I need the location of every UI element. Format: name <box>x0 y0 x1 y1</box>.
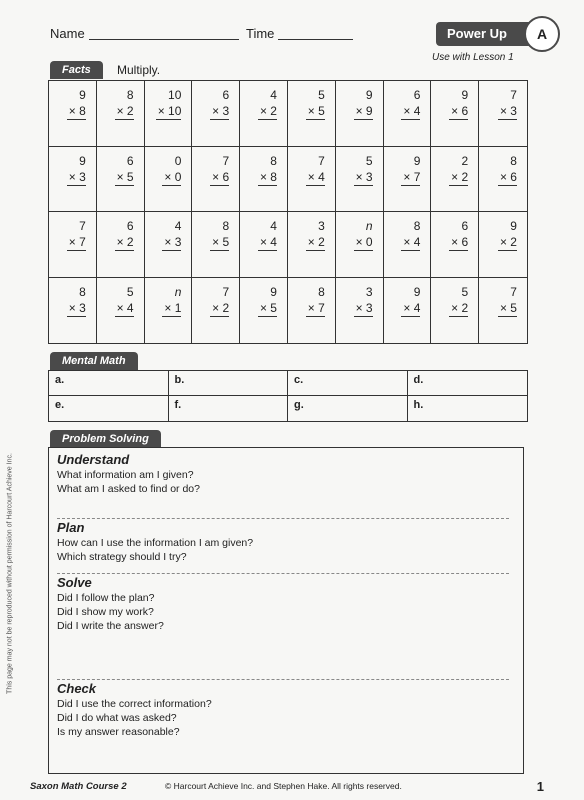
facts-cell[interactable] <box>49 212 97 278</box>
facts-cell[interactable] <box>384 212 432 278</box>
mental-math-cell-c[interactable]: c. <box>288 371 408 396</box>
multiplication-problem <box>67 87 86 120</box>
factor-top: 3 <box>318 219 325 233</box>
factor-bottom: × 5 <box>116 169 134 184</box>
factor-top: 6 <box>413 88 421 102</box>
factor-bottom: × 0 <box>355 235 373 249</box>
multiplication-problem <box>354 284 373 317</box>
multiplication-problem <box>498 284 517 317</box>
factor-bottom: × 3 <box>355 169 373 184</box>
copyright: © Harcourt Achieve Inc. and Stephen Hake. All rights reserved. <box>165 781 402 791</box>
factor-bottom: × 2 <box>116 104 134 118</box>
factor-bottom: × 2 <box>451 169 469 184</box>
facts-cell[interactable] <box>49 81 97 147</box>
factor-top: 10 <box>168 88 182 102</box>
factor-bottom: × 4 <box>403 104 421 118</box>
problem-solving-tab: Problem Solving <box>50 430 161 448</box>
factor-bottom: × 3 <box>212 104 230 118</box>
multiplication-problem <box>306 218 325 251</box>
time-label: Time <box>246 26 275 41</box>
factor-top: 6 <box>126 219 134 233</box>
mental-math-cell-a[interactable]: a. <box>49 371 169 396</box>
facts-cell[interactable] <box>431 147 479 213</box>
facts-cell[interactable] <box>336 278 384 344</box>
multiplication-problem <box>498 87 517 120</box>
factor-bottom: × 2 <box>451 300 469 315</box>
facts-cell[interactable] <box>288 147 336 213</box>
multiplication-problem <box>258 218 277 251</box>
factor-top: 5 <box>126 284 134 299</box>
facts-cell[interactable] <box>336 212 384 278</box>
factor-top: n <box>174 284 182 299</box>
mental-math-cell-h[interactable]: h. <box>413 399 424 411</box>
plan-line-2: Which strategy should I try? <box>57 551 187 563</box>
multiplication-problem <box>156 87 182 120</box>
facts-instruction: Multiply. <box>117 63 161 77</box>
factor-top: 9 <box>413 153 421 168</box>
multiplication-problem <box>401 218 420 251</box>
facts-cell[interactable] <box>384 147 432 213</box>
facts-cell[interactable] <box>145 278 193 344</box>
factor-top: 8 <box>79 284 86 299</box>
factor-bottom: × 5 <box>307 104 325 118</box>
factor-bottom: × 4 <box>259 235 277 249</box>
factor-top: 9 <box>270 284 277 299</box>
factor-bottom: × 2 <box>116 235 134 249</box>
factor-bottom: × 6 <box>499 169 517 184</box>
factor-top: 4 <box>174 219 182 233</box>
mental-math-cell-f[interactable]: f. <box>169 396 289 421</box>
factor-top: 4 <box>270 219 277 233</box>
factor-top: 5 <box>318 88 325 102</box>
page-number: 1 <box>536 779 544 794</box>
multiplication-problem <box>306 153 325 186</box>
factor-bottom: × 8 <box>68 104 86 118</box>
factor-bottom: × 3 <box>164 235 182 249</box>
check-line-3: Is my answer reasonable? <box>57 726 180 738</box>
factor-top: 4 <box>270 88 277 102</box>
factor-bottom: × 3 <box>499 104 517 118</box>
use-with-lesson: Use with Lesson 1 <box>432 52 514 63</box>
divider <box>57 573 509 574</box>
factor-bottom: × 4 <box>403 235 421 249</box>
factor-top: 7 <box>79 219 86 233</box>
name-line[interactable] <box>89 39 239 40</box>
facts-cell[interactable] <box>336 147 384 213</box>
factor-bottom: × 1 <box>164 300 182 315</box>
facts-cell[interactable] <box>97 212 145 278</box>
facts-cell[interactable] <box>384 278 432 344</box>
factor-bottom: × 3 <box>68 300 86 315</box>
factor-top: 7 <box>510 88 517 102</box>
factor-top: 7 <box>318 153 325 168</box>
facts-cell[interactable] <box>240 81 288 147</box>
name-label: Name <box>50 26 85 41</box>
facts-cell[interactable] <box>49 147 97 213</box>
multiplication-problem <box>401 284 420 317</box>
mental-math-tab: Mental Math <box>50 352 138 370</box>
multiplication-problem <box>162 284 181 317</box>
factor-top: 8 <box>222 219 230 233</box>
understand-line-2: What am I asked to find or do? <box>57 483 200 495</box>
factor-top: 9 <box>79 153 86 168</box>
facts-cell[interactable] <box>192 212 240 278</box>
understand-line-1: What information am I given? <box>57 469 194 481</box>
factor-top: 9 <box>510 219 517 233</box>
factor-bottom: × 0 <box>164 169 182 184</box>
factor-bottom: × 8 <box>259 169 277 184</box>
facts-cell[interactable] <box>192 278 240 344</box>
factor-bottom: × 7 <box>68 235 86 249</box>
facts-cell[interactable] <box>49 278 97 344</box>
multiplication-problem <box>401 153 420 186</box>
multiplication-problem <box>449 284 468 317</box>
factor-bottom: × 5 <box>259 300 277 315</box>
multiplication-problem <box>67 284 86 317</box>
multiplication-problem <box>67 153 86 186</box>
time-line[interactable] <box>278 39 353 40</box>
facts-cell[interactable] <box>240 147 288 213</box>
factor-top: 0 <box>174 153 182 168</box>
facts-cell[interactable] <box>479 147 527 213</box>
factor-top: 9 <box>365 88 373 102</box>
mental-math-cell-d[interactable]: d. <box>408 371 528 396</box>
facts-cell[interactable] <box>97 147 145 213</box>
check-title: Check <box>57 681 97 696</box>
mental-math-cell-g[interactable]: g. <box>288 396 408 421</box>
facts-cell[interactable] <box>145 212 193 278</box>
factor-top: 3 <box>365 284 373 299</box>
solve-line-3: Did I write the answer? <box>57 620 164 632</box>
factor-top: 8 <box>413 219 421 233</box>
book-title: Saxon Math Course 2 <box>30 781 127 792</box>
factor-top: n <box>365 219 373 233</box>
multiplication-problem <box>210 153 229 186</box>
factor-top: 8 <box>270 153 277 168</box>
factor-bottom: × 4 <box>307 169 325 184</box>
factor-top: 7 <box>222 284 230 299</box>
facts-cell[interactable] <box>240 278 288 344</box>
lesson-letter-circle: A <box>524 16 560 52</box>
divider <box>57 518 509 519</box>
factor-bottom: × 7 <box>403 169 421 184</box>
multiplication-problem <box>449 153 468 186</box>
facts-cell[interactable] <box>431 212 479 278</box>
factor-top: 8 <box>510 153 517 168</box>
facts-cell[interactable] <box>145 81 193 147</box>
factor-bottom: × 9 <box>355 104 373 118</box>
factor-bottom: × 2 <box>259 104 277 118</box>
facts-cell[interactable] <box>288 81 336 147</box>
divider <box>57 679 509 680</box>
solve-line-1: Did I follow the plan? <box>57 592 155 604</box>
multiplication-problem <box>115 87 134 120</box>
multiplication-problem <box>306 87 325 120</box>
check-line-2: Did I do what was asked? <box>57 712 177 724</box>
facts-cell[interactable] <box>479 81 527 147</box>
multiplication-problem <box>258 153 277 186</box>
facts-cell[interactable] <box>97 278 145 344</box>
reproduction-notice: This page may not be reproduced without permission of Harcourt Achieve Inc. <box>6 453 14 694</box>
factor-bottom: × 5 <box>212 235 230 249</box>
multiplication-problem <box>449 87 468 120</box>
plan-line-1: How can I use the information I am given? <box>57 537 254 549</box>
factor-top: 5 <box>461 284 469 299</box>
facts-cell[interactable] <box>431 81 479 147</box>
facts-cell[interactable] <box>192 81 240 147</box>
factor-bottom: × 4 <box>403 300 421 315</box>
factor-bottom: × 6 <box>212 169 230 184</box>
factor-bottom: × 10 <box>157 104 182 118</box>
factor-top: 2 <box>461 153 469 168</box>
multiplication-problem <box>401 87 420 120</box>
facts-tab: Facts <box>50 61 103 79</box>
multiplication-problem <box>306 284 325 317</box>
factor-bottom: × 4 <box>116 300 134 315</box>
check-line-1: Did I use the correct information? <box>57 698 212 710</box>
plan-title: Plan <box>57 520 85 535</box>
multiplication-problem <box>498 218 517 251</box>
factor-top: 8 <box>126 88 134 102</box>
facts-cell[interactable] <box>336 81 384 147</box>
factor-bottom: × 5 <box>499 300 517 315</box>
multiplication-problem <box>354 153 373 186</box>
factor-bottom: × 7 <box>307 300 325 315</box>
facts-grid <box>48 80 528 344</box>
facts-cell[interactable] <box>288 278 336 344</box>
factor-top: 5 <box>365 153 373 168</box>
factor-top: 9 <box>461 88 469 102</box>
multiplication-problem <box>115 218 134 251</box>
multiplication-problem <box>210 218 229 251</box>
facts-cell[interactable] <box>384 81 432 147</box>
factor-top: 6 <box>222 88 230 102</box>
factor-top: 7 <box>510 284 517 299</box>
multiplication-problem <box>449 218 468 251</box>
factor-bottom: × 2 <box>307 235 325 249</box>
solve-line-2: Did I show my work? <box>57 606 154 618</box>
factor-top: 6 <box>461 219 469 233</box>
factor-bottom: × 2 <box>212 300 230 315</box>
facts-cell[interactable] <box>479 212 527 278</box>
facts-cell[interactable] <box>145 147 193 213</box>
multiplication-problem <box>210 87 229 120</box>
multiplication-problem <box>258 284 277 317</box>
multiplication-problem <box>115 153 134 186</box>
multiplication-problem <box>162 153 181 186</box>
power-up-title: Power Up <box>447 26 507 41</box>
factor-bottom: × 6 <box>451 104 469 118</box>
multiplication-problem <box>498 153 517 186</box>
solve-title: Solve <box>57 575 92 590</box>
factor-top: 9 <box>79 88 86 102</box>
facts-cell[interactable] <box>431 278 479 344</box>
factor-top: 9 <box>413 284 421 299</box>
multiplication-problem <box>210 284 229 317</box>
multiplication-problem <box>115 284 134 317</box>
problem-solving-box <box>48 447 524 774</box>
factor-top: 7 <box>222 153 230 168</box>
multiplication-problem <box>162 218 181 251</box>
mental-math-grid <box>48 370 528 422</box>
factor-bottom: × 3 <box>355 300 373 315</box>
multiplication-problem <box>354 218 373 251</box>
factor-bottom: × 6 <box>451 235 469 249</box>
facts-cell[interactable] <box>240 212 288 278</box>
facts-cell[interactable] <box>479 278 527 344</box>
factor-top: 8 <box>318 284 325 299</box>
facts-cell[interactable] <box>192 147 240 213</box>
mental-math-cell-b[interactable]: b. <box>169 371 289 396</box>
mental-math-cell-e[interactable]: e. <box>49 396 169 421</box>
understand-title: Understand <box>57 452 130 467</box>
multiplication-problem <box>258 87 277 120</box>
facts-cell[interactable] <box>97 81 145 147</box>
factor-bottom: × 2 <box>499 235 517 249</box>
factor-top: 6 <box>126 153 134 168</box>
factor-bottom: × 3 <box>68 169 86 184</box>
multiplication-problem <box>354 87 373 120</box>
multiplication-problem <box>67 218 86 251</box>
facts-cell[interactable] <box>288 212 336 278</box>
